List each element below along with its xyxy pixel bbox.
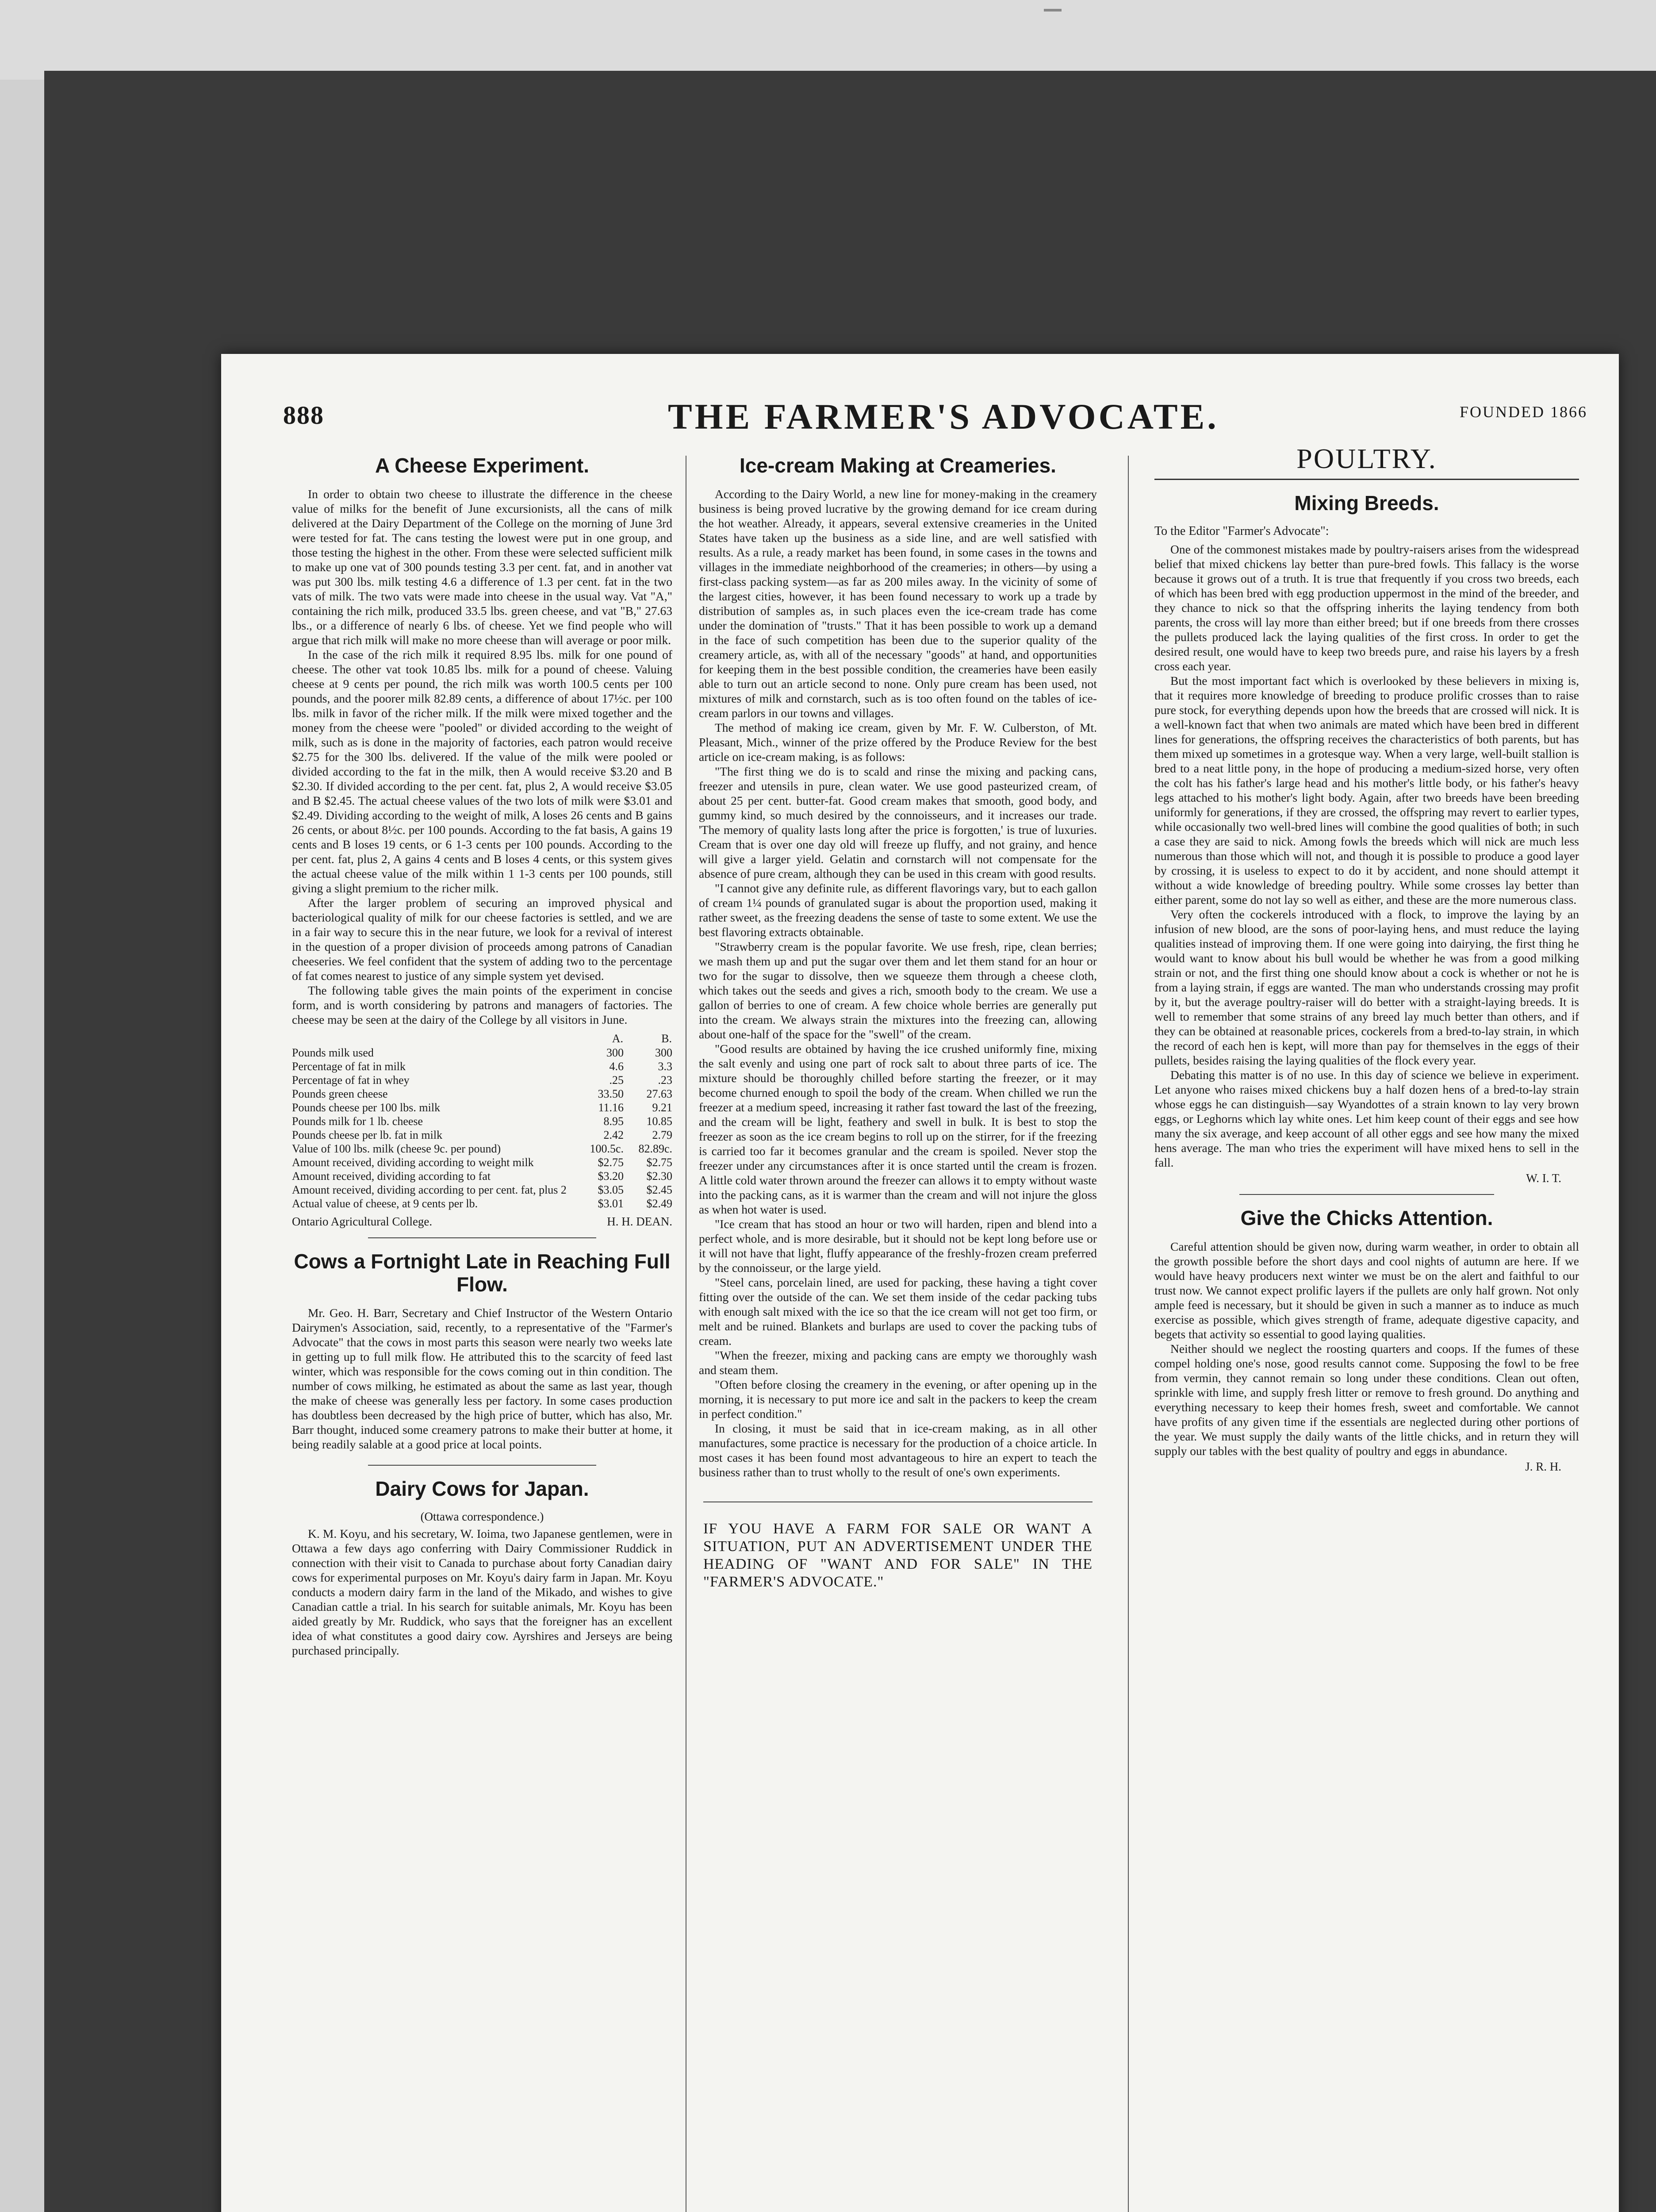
table-row (292, 1101, 672, 1114)
column-right (1154, 442, 1579, 2212)
table-cell-a: 2.42 (603, 1129, 624, 1141)
table-cell-a: 33.50 (598, 1087, 624, 1100)
table-header-cell (292, 1031, 575, 1046)
table-row (292, 1197, 672, 1210)
signature: W. I. T. (1526, 1171, 1561, 1185)
table-row-label: Actual value of cheese, at 9 cents per lb. (292, 1197, 478, 1210)
article-paragraph: Debating this matter is of no use. In this day of science we believe in experiment. Let anyone who raises mixed chickens buy a half dozen hens of a bred-to-lay strain whose eggs he can distinguish—say Wyandottes of a strain known to lay very brown eggs, or Leghorns which lay white ones. Let him keep count of their eggs and see how many the six average, and keep account of all other eggs and see how many the mixed hens average. The man who tries the experiment will have mixed hens to sell in the fall. (1154, 1068, 1579, 1169)
table-row (292, 1087, 672, 1101)
article-paragraph: Very often the cockerels introduced with a flock, to improve the laying by an infusion of new blood, are the sons of poor-laying hens, and must reduce the laying qualities instead of improving them. If one were going into dairying, the first thing he would want to know about his bull would be whether he was from a good milking strain or not, and the first thing one should know about a cock is whether or not he is from a laying strain, if eggs are wanted. The man who understands crossing may profit by it, but the average poultry-raiser will do better with a straight-laying breeds. It is well to remember that some strains of any breed lay much better than others, and if they can be obtained at reasonable prices, cockerels from a bred-to-lay strain, in which the record of each hen is kept, will more than pay for themselves in the eggs of their pullets, besides raising the laying qualities of the flock every year. (1154, 907, 1579, 1067)
table-cell-a: 8.95 (603, 1115, 624, 1128)
article-paragraph: The following table gives the main points of the experiment in concise form, and is worth considering by patrons and managers of factories. The cheese may be seen at the dairy of the College by all visitors in June. (292, 983, 672, 1026)
table-cell-b: $2.75 (646, 1156, 672, 1169)
article-paragraph: Mr. Geo. H. Barr, Secretary and Chief Instructor of the Western Ontario Dairymen's Association, said, recently, to a representative of the "Farmer's Advocate" that the cows in most parts this season were nearly two weeks late in getting up to full milk flow. He attributed this to the scarcity of feed last winter, which was responsible for the cows coming out in thin condition. The number of cows milking, he estimated as about the same as last year, though the make of cheese was generally less per factory. In some cases production has doubtless been decreased by the high price of butter, which has also, Mr. Barr thought, induced some creamery patrons to make their butter at home, it being readily salable at a good price at local points. (292, 1306, 672, 1451)
article-paragraph: "I cannot give any definite rule, as different flavorings vary, but to each gallon of cream 1¼ pounds of granulated sugar is about the proportion used, making it rather sweet, as the freezing deadens the sense of taste to some extent. We use the best flavoring extracts obtainable. (699, 881, 1097, 939)
table-row (292, 1060, 672, 1073)
table-cell-b: $2.30 (646, 1170, 672, 1183)
table-row-label: Pounds green cheese (292, 1087, 388, 1100)
table-row (292, 1142, 672, 1156)
table-header-cell: B. (661, 1032, 672, 1045)
article-paragraph: "Often before closing the creamery in the evening, or after opening up in the morning, it is necessary to put more ice and salt in the packers to keep the cream in perfect condition." (699, 1378, 1097, 1421)
table-row (292, 1156, 672, 1169)
article-paragraph: According to the Dairy World, a new line for money-making in the creamery business is being proved lucrative by the growing demand for ice cream during the hot weather. Already, it appears, several extensive creameries in the United States have taken up the business as a side line, and are well satisfied with results. As a rule, a ready market has been found, in some cases in the towns and villages in the immediate neighborhood of the creameries; in others—by using a first-class packing system—as far as 200 miles away. In the vicinity of some of the largest cities, however, it has been found necessary to work up a trade by distribution of samples as, in such places even the ice-cream trade has come under the domination of "trusts." That it has been possible to work up a demand in the face of such competition has been due to the superior quality of the creamery article, as, with all of the necessary "goods" at hand, and opportunities for keeping them in the best possible condition, the creameries have been easily able to turn out an article second to none. Only pure cream has been used, not mixtures of milk and cornstarch, such as is too often found on the tables of ice-cream parlors in our towns and villages. (699, 487, 1097, 720)
table-row-label: Pounds cheese per 100 lbs. milk (292, 1101, 441, 1114)
founded-line: FOUNDED 1866 (1460, 403, 1588, 421)
table-cell-a: 300 (606, 1046, 624, 1059)
table-row-label: Amount received, dividing according to weight milk (292, 1156, 534, 1169)
article-paragraph: "Ice cream that has stood an hour or two will harden, ripen and blend into a perfect whole, and is more desirable, but it should not be kept long before use or it will not have that light, fluffy appearance of the freshly-frozen cream preferred by the connoisseur, or the large yield. (699, 1217, 1097, 1275)
newspaper-page (221, 354, 1619, 2212)
table-cell-b: $2.49 (646, 1197, 672, 1210)
table-row (292, 1073, 672, 1087)
section-divider (368, 1465, 596, 1466)
article-title-cheese-experiment: A Cheese Experiment. (375, 454, 590, 477)
table-source: Ontario Agricultural College. (292, 1215, 433, 1228)
table-row (292, 1114, 672, 1128)
table-row (292, 1128, 672, 1142)
article-title-chicks-attention: Give the Chicks Attention. (1240, 1206, 1493, 1229)
article-title-dairy-cows-japan: Dairy Cows for Japan. (375, 1477, 589, 1500)
table-row-label: Value of 100 lbs. milk (cheese 9c. per pound) (292, 1142, 501, 1155)
table-cell-b: $2.45 (646, 1183, 672, 1196)
article-title-cows-late: Cows a Fortnight Late in Reaching Full Flow. (294, 1250, 671, 1296)
table-row-label: Pounds milk used (292, 1046, 374, 1059)
cheese-experiment-table (292, 1031, 672, 1210)
table-header-cell: A. (612, 1032, 623, 1045)
article-paragraph: In order to obtain two cheese to illustrate the difference in the cheese value of milks for the benefit of June excursionists, all the cans of milk delivered at the Dairy Department of the College on the morning of June 3rd were tested for fat. The cans testing the lowest were put in one group, and those testing the highest in the other. From these were selected sufficient milk to make up one vat of 300 pounds testing 3.3 per cent. fat, and in another vat was put 300 lbs. milk testing 4.6 a difference of 1.3 per cent. fat in the two vats of milk. The two vats were made into cheese in the usual way. Vat "A," containing the rich milk, produced 33.5 lbs. green cheese, and vat "B," 27.63 lbs., or a difference of nearly 6 lbs. of cheese. Yet we find people who will argue that rich milk will make no more cheese than will average or poor milk. (292, 487, 672, 647)
microfilm-top-margin (0, 0, 1656, 80)
table-cell-a: .25 (609, 1074, 624, 1087)
table-row-label: Amount received, dividing according to fat (292, 1170, 491, 1183)
film-mark (1044, 9, 1062, 12)
article-paragraph: "When the freezer, mixing and packing cans are empty we thoroughly wash and steam them. (699, 1348, 1097, 1377)
article-paragraph: Careful attention should be given now, during warm weather, in order to obtain all the growth possible before the short days and cool nights of autumn are here. If we would have heavy producers next winter we must be on the alert and faithful to our trust now. We cannot expect prolific layers if the pullets are only half grown. Not only ample feed is necessary, but it should be given in such a manner as to induce as much exercise as possible, which gives strength of frame, adequate digestive capacity, and begets that activity so essential to good laying qualities. (1154, 1240, 1579, 1341)
table-row-label: Percentage of fat in whey (292, 1074, 410, 1087)
table-cell-a: $3.05 (598, 1183, 624, 1196)
article-paragraph: After the larger problem of securing an improved physical and bacteriological quality of milk for our cheese factories is settled, and we are in a fair way to secure this in the near future, we look for a revival of interest in the question of a proper division of proceeds among patrons of Canadian cheeseries. We feel confident that the system of adding two to the percentage of fat comes nearest to justice of any simple system yet devised. (292, 896, 672, 983)
table-row-label: Amount received, dividing according to per cent. fat, plus 2 (292, 1183, 567, 1196)
signature: J. R. H. (1525, 1460, 1561, 1473)
table-cell-b: 82.89c. (638, 1142, 672, 1155)
article-paragraph: "The first thing we do is to scald and rinse the mixing and packing cans, freezer and utensils in pure, clean water. We use good pasteurized cream, of about 25 per cent. butter-fat. Good cream makes that smooth, good body, and gummy kind, so much desired by the connoisseurs, and it increases our trade. 'The memory of quality lasts long after the price is forgotten,' is true of luxuries. Cream that is over one day old will freeze up fluffy, and not grainy, and hence will give a larger yield. Gelatin and cornstarch will not compensate for the absence of pure cream, although they can be used in this cream with good results. (699, 764, 1097, 880)
table-cell-a: $3.01 (598, 1197, 624, 1210)
table-cell-b: 10.85 (646, 1115, 672, 1128)
article-paragraph: But the most important fact which is overlooked by these believers in mixing is, that it requires more knowledge of breeding to produce prolific crosses than to raise pure stock, for everything depends upon how the breeds that are crossed will nick. It is a well-known fact that when two animals are mated which have been bred in different lines for generations, the offspring receives the characteristics of both parents, but has them mixed up sometimes in a grotesque way. When a very large, well-built stallion is bred to a neat little pony, in the hope of producing a medium-sized horse, very often the colt has his father's large head and his mother's little body, or his father's heavy legs attached to his mother's light body. Again, after two breeds have been breeding uniformly for generations, if they are crossed, the offspring may revert to earlier types, while occasionally two well-bred lines will combine the good qualities of both; in such a case they are said to nick. Among fowls the breeds which will nick are much less numerous than those which will not, and though it is possible to produce a good layer by crossing, it is useless to expect to do it by accident, and none should attempt it without a wide knowledge of breeding poultry. While some crosses lay better than either parent, some do not lay so well as either, and these are the more numerous class. (1154, 674, 1579, 906)
article-paragraph: "Strawberry cream is the popular favorite. We use fresh, ripe, clean berries; we mash them up and put the sugar over them and let them stand for an hour or two for the sugar to dissolve, then we squeeze them through a cheese cloth, which takes out the seeds and gives a rich, smooth body to the cream. We use a gallon of berries to one of cream. A few choice whole berries are generally put into the cream. We always strain the mixtures into the freezing can, allowing about one-half of the space for the "swell" of the cream. (699, 940, 1097, 1041)
article-paragraph: The method of making ice cream, given by Mr. F. W. Culberston, of Mt. Pleasant, Mich., winner of the prize offered by the Produce Review for the best article on ice-cream making, is as follows: (699, 721, 1097, 764)
column-left (292, 442, 672, 2212)
table-cell-a: $2.75 (598, 1156, 624, 1169)
advertisement-notice: IF YOU HAVE A FARM FOR SALE OR WANT A SITUATION, PUT AN ADVERTISEMENT UNDER THE HEADING OF "WANT AND FOR SALE" IN THE "FARMER'S ADVOCATE." (703, 1502, 1092, 1591)
article-title-mixing-breeds: Mixing Breeds. (1294, 492, 1439, 515)
table-row (292, 1046, 672, 1060)
table-row-label: Pounds milk for 1 lb. cheese (292, 1115, 423, 1128)
table-cell-b: 2.79 (652, 1129, 672, 1141)
article-paragraph: In the case of the rich milk it required 8.95 lbs. milk for one pound of cheese. The other vat took 10.85 lbs. milk for a pound of cheese. Valuing cheese at 9 cents per pound, the rich milk was worth 100.5 cents per 100 pounds, and the poorer milk 82.89 cents, a difference of about 17½c. per 100 lbs. milk in favor of the richer milk. If the milk were mixed together and the money from the cheese were "pooled" or divided according to the weight of milk, such as is done in the majority of factories, each patron would receive $2.75 for the 300 lbs. delivered. If the value of the milk were pooled or divided according to the fat in the milk, then A would receive $3.20 and B $2.30. If divided according to the per cent. fat, plus 2, A would receive $3.05 and B $2.45. The actual cheese values of the two lots of milk were $3.01 and $2.49. Dividing according to the weight of milk, A loses 26 cents and B gains 26 cents, or about 8½c. per 100 pounds. According to the fat basis, A gains 19 cents and B loses 19 cents, or 6 1-3 cents per 100 pounds. According to the per cent. fat, plus 2, A gains 4 cents and B loses 4 cents, or this system gives the actual cheese value of the milk within 1 1-3 cents per 100 pounds, still giving a slight premium to the richer milk. (292, 648, 672, 895)
table-cell-a: 11.16 (598, 1101, 624, 1114)
section-divider (1239, 1194, 1494, 1195)
salutation: To the Editor "Farmer's Advocate": (1154, 524, 1329, 538)
section-heading-poultry: POULTRY. (1154, 442, 1579, 480)
column-rule (1128, 456, 1129, 2212)
table-cell-b: 27.63 (646, 1087, 672, 1100)
table-cell-b: 9.21 (652, 1101, 672, 1114)
page-number: 888 (283, 401, 324, 430)
table-cell-a: $3.20 (598, 1170, 624, 1183)
page-header (221, 354, 1619, 442)
table-author: H. H. DEAN. (607, 1215, 672, 1228)
table-row (292, 1169, 672, 1183)
table-row-label: Percentage of fat in milk (292, 1060, 406, 1073)
article-paragraph: "Steel cans, porcelain lined, are used for packing, these having a tight cover fitting over the outside of the can. We set them inside of the cedar packing tubs with enough salt mixed with the ice so that the ice cream will not get too firm, or melt and be ruined. Blankets and burlaps are used to cover the packing tubs of cream. (699, 1275, 1097, 1348)
column-middle (699, 442, 1097, 2212)
masthead: THE FARMER'S ADVOCATE. (668, 396, 1219, 437)
table-row (292, 1183, 672, 1197)
section-divider (368, 1237, 596, 1238)
article-paragraph: In closing, it must be said that in ice-cream making, as in all other manufactures, some practice is necessary for the production of a choice article. In most cases it has been found most advantageous to hire an expert to teach the business rather than to trust wholly to the result of one's own experiments. (699, 1421, 1097, 1479)
article-paragraph: Neither should we neglect the roosting quarters and coops. If the fumes of these compel holding one's nose, good results cannot come. Supposing the fowl to be free from vermin, they cannot remain so long under these conditions. Clean out often, sprinkle with lime, and supply fresh litter or remove to fresh ground. Do anything and everything necessary to keep their homes fresh, sweet and comfortable. We cannot have profits of any given time if the essentials are neglected during other portions of the year. We must supply the daily wants of the little chicks, and in return they will supply our tables with the best quality of poultry and eggs in abundance. (1154, 1342, 1579, 1458)
table-cell-a: 4.6 (609, 1060, 624, 1073)
table-cell-b: 3.3 (658, 1060, 672, 1073)
table-header-row (292, 1031, 672, 1046)
article-title-ice-cream: Ice-cream Making at Creameries. (740, 454, 1056, 477)
table-footer (292, 1215, 672, 1229)
table-row-label: Pounds cheese per lb. fat in milk (292, 1129, 443, 1141)
table-cell-b: .23 (658, 1074, 672, 1087)
table-cell-b: 300 (655, 1046, 672, 1059)
table-cell-a: 100.5c. (590, 1142, 624, 1155)
article-paragraph: One of the commonest mistakes made by poultry-raisers arises from the widespread belief that mixed chickens lay better than pure-bred fowls. This fallacy is the worse because it grows out of a truth. It is true that frequently if you cross two breeds, each of which has been bred with egg production uppermost in the mind of the breeder, and they chance to nick so that the offspring inherits the laying tendency from both parents, the cross will lay more than either breed; but if one breeds from there crosses the pullets produced lack the laying qualities of the first cross. In order to get the desired result, one would have to keep two breeds pure, and raise his layers by a fresh cross each year. (1154, 542, 1579, 673)
article-paragraph: "Good results are obtained by having the ice crushed uniformly fine, mixing the salt evenly and using one part of rock salt to about three parts of ice. The mixture should be thoroughly chilled before starting the freezer, or it may become churned enough to spoil the body of the cream. When chilled we run the freezer at a medium speed, increasing it rather fast toward the last of the freezing, and the cream will be light, feathery and swell in bulk. It is best to stop the freezer as soon as the ice cream begins to roll up on the stirrer, for if the freezing is carried too far it becomes granular and the cream is spoiled. Never stop the freezer under any circumstances after it is once started until the cream is frozen. A little cold water thrown around the freezer can allows it to empty without waste into the packing cans, as it is warmer than the cream and will not injure the gloss as when hot water is used. (699, 1042, 1097, 1216)
article-paragraph: K. M. Koyu, and his secretary, W. Ioima, two Japanese gentlemen, were in Ottawa a few days ago conferring with Dairy Commissioner Ruddick in connection with their visit to Canada to purchase about forty Canadian dairy cows for experimental purposes on Mr. Koyu's dairy farm in Japan. Mr. Koyu conducts a modern dairy farm in the land of the Mikado, and wishes to give Canadian cattle a trial. In his search for suitable animals, Mr. Koyu has been aided greatly by Mr. Ruddick, who says that the foreigner has an excellent idea of what constitutes a good dairy cow. Ayrshires and Jerseys are being purchased principally. (292, 1527, 672, 1657)
dateline: (Ottawa correspondence.) (420, 1510, 544, 1523)
